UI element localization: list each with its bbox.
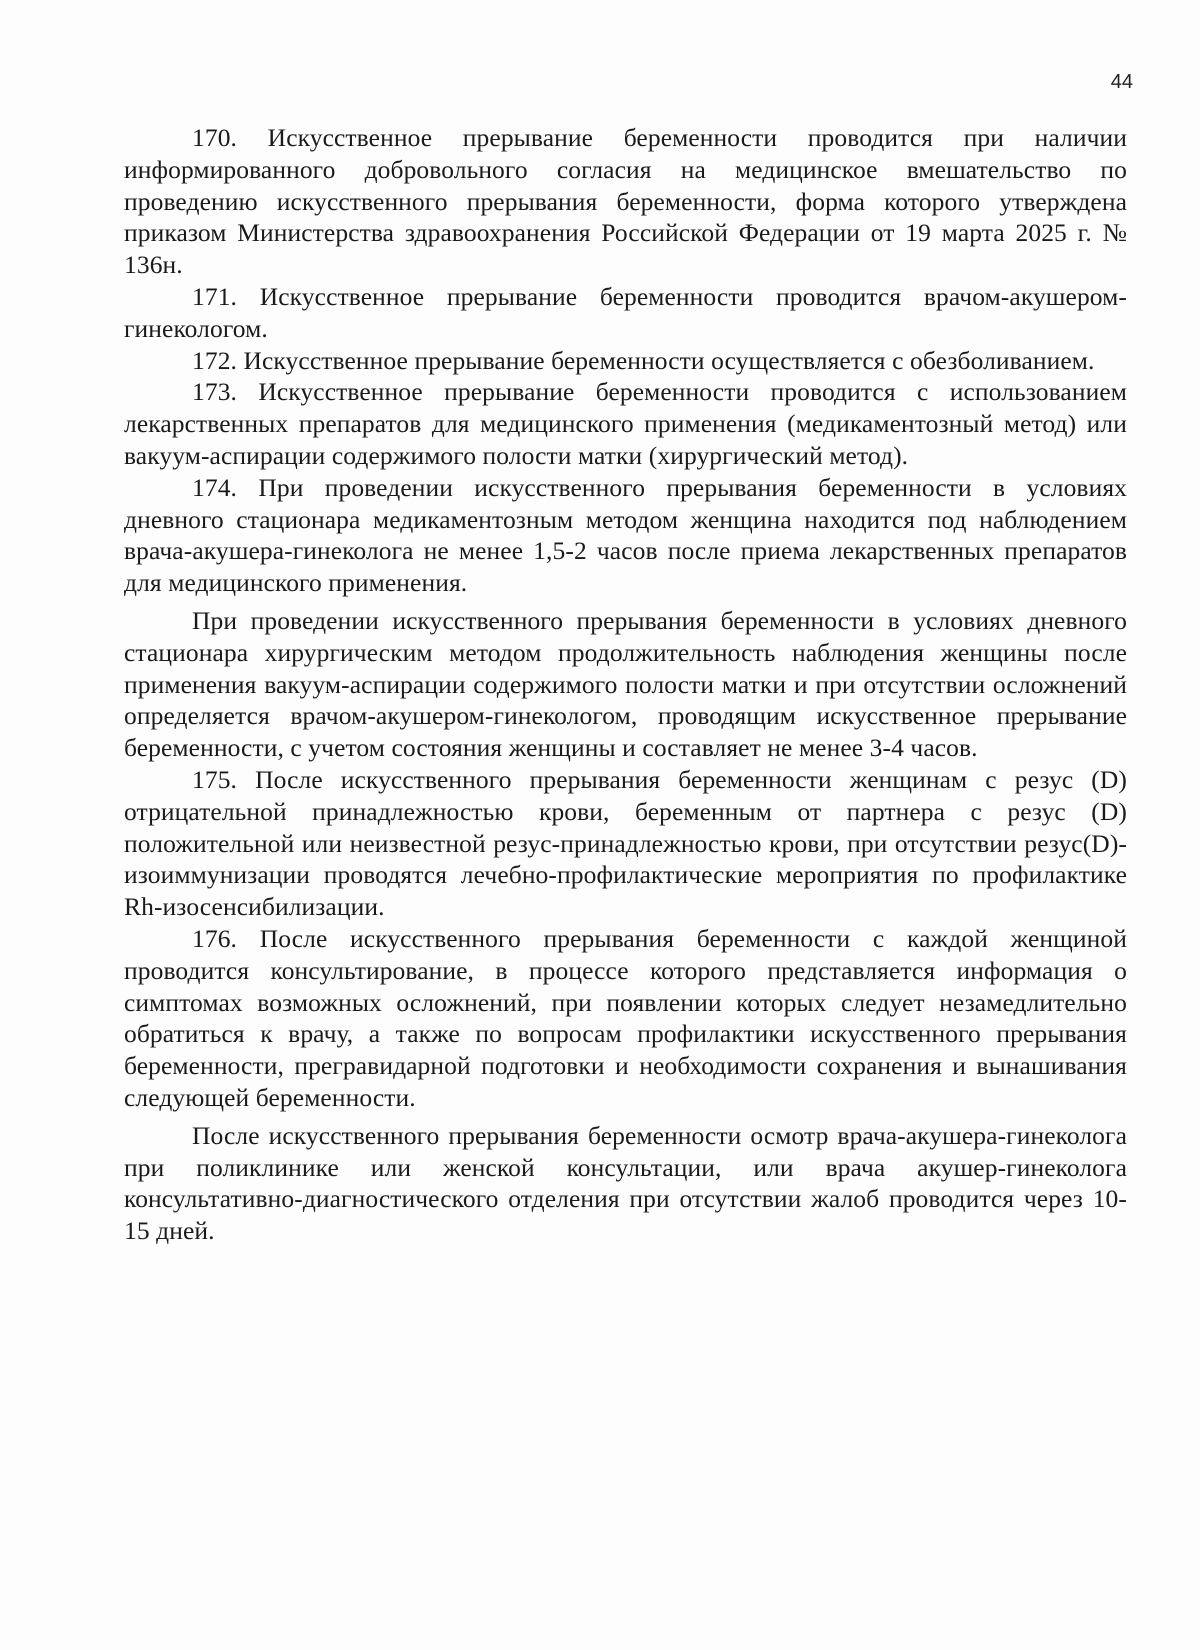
- paragraph-174-continued: При проведении искусственного прерывания беременности в условиях дневного стационара хирургическим методом продолжительность наблюдения женщины после применения вакуум-аспирации содержимого полости матки и при отсутствии осложнений определяется врачом-акушером-гинекологом, проводящим искусственное прерывание беременности, с учетом состояния женщины и составляет не менее 3-4 часов.: [124, 605, 1127, 763]
- paragraph-173: 173. Искусственное прерывание беременности проводится с использованием лекарственных препаратов для медицинского применения (медикаментозный метод) или вакуум-аспирации содержимого полости матки (хирургический метод).: [124, 377, 1127, 470]
- paragraph-171: 171. Искусственное прерывание беременности проводится врачом-акушером-гинекологом.: [124, 281, 1127, 343]
- paragraph-176: 176. После искусственного прерывания беременности с каждой женщиной проводится консультирование, в процессе которого представляется информация о симптомах возможных осложнений, при появлении которых следует незамедлительно обратиться к врачу, а также по вопросам профилактики искусственного прерывания беременности, прегравидарной подготовки и необходимости сохранения и вынашивания следующей беременности.: [124, 923, 1127, 1112]
- paragraph-176-continued: После искусственного прерывания беременности осмотр врача-акушера-гинеколога при поликлинике или женской консультации, или врача акушер-гинеколога консультативно-диагностического отделения при отсутствии жалоб проводится через 10-15 дней.: [124, 1120, 1127, 1246]
- page-number: 44: [1110, 71, 1133, 93]
- paragraph-174: 174. При проведении искусственного прерывания беременности в условиях дневного стационара медикаментозным методом женщина находится под наблюдением врача-акушера-гинеколога не менее 1,5-2 часов после приема лекарственных препаратов для медицинского применения.: [124, 472, 1127, 598]
- paragraph-172: 172. Искусственное прерывание беременности осуществляется с обезболиванием.: [192, 345, 1095, 375]
- document-body: [124, 122, 1127, 1247]
- paragraph-170: 170. Искусственное прерывание беременности проводится при наличии информированного добровольного согласия на медицинское вмешательство по проведению искусственного прерывания беременности, форма которого утверждена приказом Министерства здравоохранения Российской Федерации от 19 марта 2025 г. № 136н.: [124, 123, 1127, 280]
- paragraph-175: 175. После искусственного прерывания беременности женщинам с резус (D) отрицательной принадлежностью крови, беременным от партнера с резус (D) положительной или неизвестной резус-принадлежностью крови, при отсутствии резус(D)-изоиммунизации проводятся лечебно-профилактические мероприятия по профилактике Rh-изосенсибилизации.: [124, 764, 1127, 922]
